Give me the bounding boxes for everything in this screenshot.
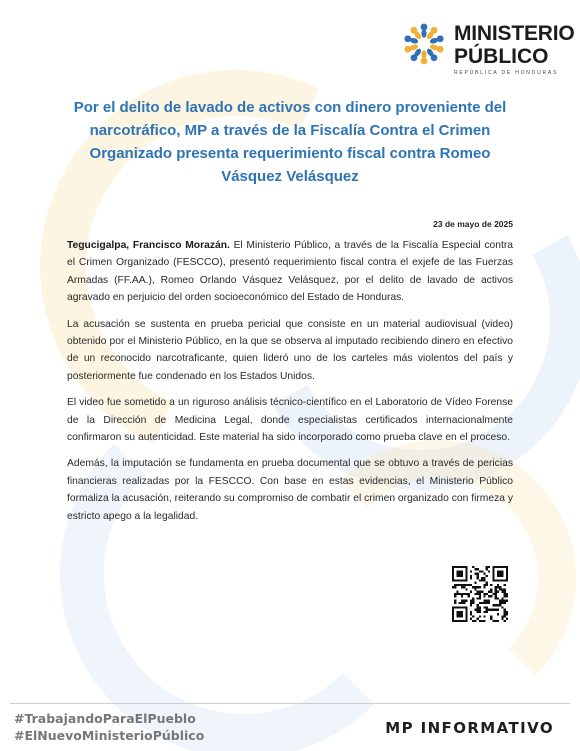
- paragraph-3: El video fue sometido a un riguroso análisis técnico-científico en el Laboratorio de Vídeo Forense de la Dirección de Medicina Legal, donde especialistas certificados internacionalmente confirmaron su autenticidad. Este material ha sido incorporado como prueba clave en el proceso.: [67, 397, 513, 444]
- logo-title-line2: PÚBLICO: [454, 45, 549, 68]
- paragraph-1-text: El Ministerio Público, a través de la Fiscalía Especial contra el Crimen Organizado (FESCCO), presentó requerimiento fiscal contra el exjefe de las Fuerzas Armadas (FF.AA.), Romeo Orlando Vásquez Velásquez, por el delito de lavado de activos agravado en perjuicio del orden socioeconómico del Estado de Honduras.: [67, 240, 513, 304]
- hashtag-trabajando: #TrabajandoParaElPueblo: [14, 711, 196, 726]
- ministerio-publico-logo: [398, 14, 575, 84]
- release-date: 23 de mayo de 2025: [433, 219, 513, 229]
- logo-figure: [421, 50, 428, 64]
- hashtag-nuevo-ministerio: #ElNuevoMinisterioPúblico: [14, 728, 205, 743]
- footer-divider: [10, 703, 570, 704]
- qr-code-icon[interactable]: [452, 566, 508, 622]
- mp-informativo-brand: MP INFORMATIVO: [385, 719, 554, 737]
- logo-title-line1: MINISTERIO: [454, 22, 575, 45]
- logo-figure: [421, 24, 428, 38]
- paragraph-2: La acusación se sustenta en prueba pericial que consiste en un material audiovisual (video) obtenido por el Ministerio Público, en la que se observa al imputado recibiendo dinero en efectivo de un reconocido narcotraficante, quien lideró uno de los carteles más violentos del país y posteriormente fue condenado en los Estados Unidos.: [67, 318, 513, 382]
- headline: Por el delito de lavado de activos con dinero proveniente del narcotráfico, MP a través de la Fiscalía Contra el Crimen Organizado presenta requerimiento fiscal contra Romeo Vásquez Velásquez: [73, 99, 507, 185]
- paragraph-4: Además, la imputación se fundamenta en prueba documental que se obtuvo a través de pericias financieras realizadas por la FESCCO. Con base en estas evidencias, el Ministerio Público formaliza la acusación, reiterando su compromiso de combatir el crimen organizado con firmeza y estricto apego a la legalidad.: [67, 458, 513, 522]
- paragraph-1: [67, 237, 513, 307]
- dateline: Tegucigalpa, Francisco Morazán.: [67, 240, 230, 251]
- logo-subtitle: REPÚBLICA DE HONDURAS: [454, 70, 559, 76]
- article-body: [67, 237, 513, 534]
- logo-people-ring-icon: [398, 18, 450, 70]
